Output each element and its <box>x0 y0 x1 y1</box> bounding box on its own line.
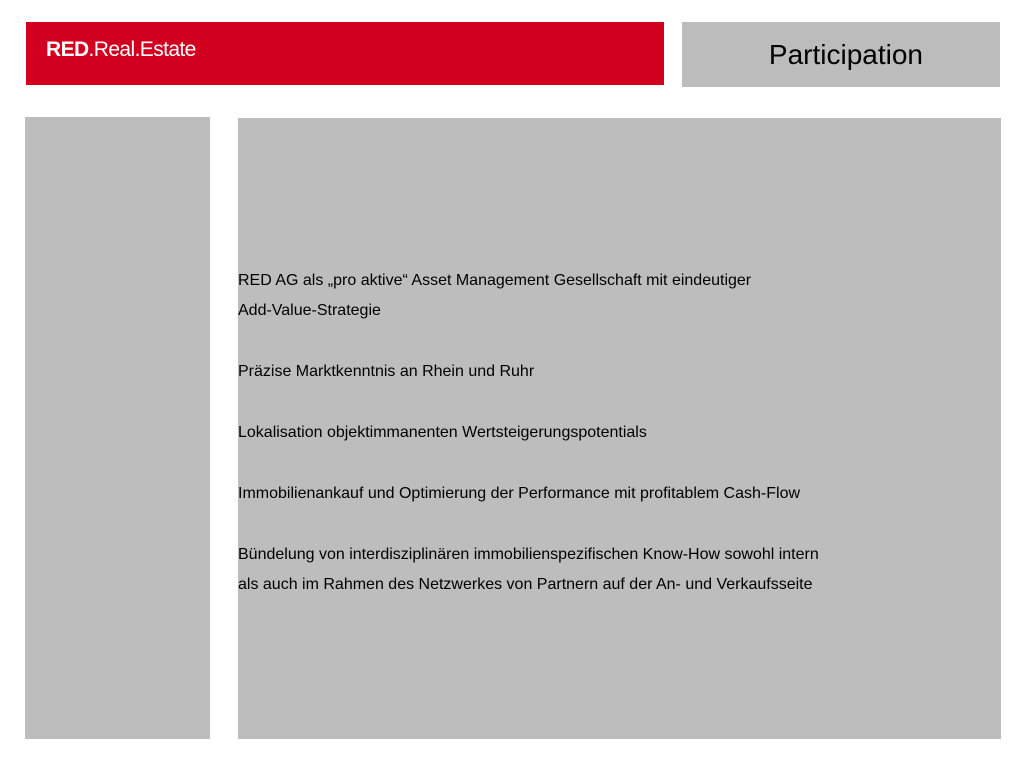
bullet-line: Immobilienankauf und Optimierung der Performance mit profitablem Cash-Flow <box>238 484 801 502</box>
logo-brand-bold: RED <box>46 38 89 61</box>
bullet-item <box>238 540 819 601</box>
content-panel <box>238 118 1001 739</box>
bullet-line: Lokalisation objektimmanenten Wertsteigerungspotentials <box>238 424 647 441</box>
left-image-panel <box>25 117 210 739</box>
bullet-line: als auch im Rahmen des Netzwerkes von Partnern auf der An- und Verkaufsseite <box>238 576 813 593</box>
bullet-line: Präzise Marktkenntnis an Rhein und Ruhr <box>238 363 535 381</box>
brand-header-bar <box>26 22 664 85</box>
page-title: Participation <box>768 39 923 70</box>
red-real-estate-logo <box>46 38 196 62</box>
bullet-line: Add-Value-Strategie <box>238 302 381 320</box>
bullet-item <box>238 357 819 387</box>
title-box <box>682 22 1000 87</box>
bullet-line: Bündelung von interdisziplinären immobilienspezifischen Know-How sowohl intern <box>238 545 819 563</box>
logo-brand-rest: .Real.Estate <box>88 38 196 61</box>
bullet-line: RED AG als „pro aktive“ Asset Management Gesellschaft mit eindeutiger <box>238 272 752 289</box>
bullet-item <box>238 479 819 509</box>
bullet-list <box>238 266 819 631</box>
bullet-item <box>238 266 819 327</box>
bullet-item <box>238 418 819 448</box>
